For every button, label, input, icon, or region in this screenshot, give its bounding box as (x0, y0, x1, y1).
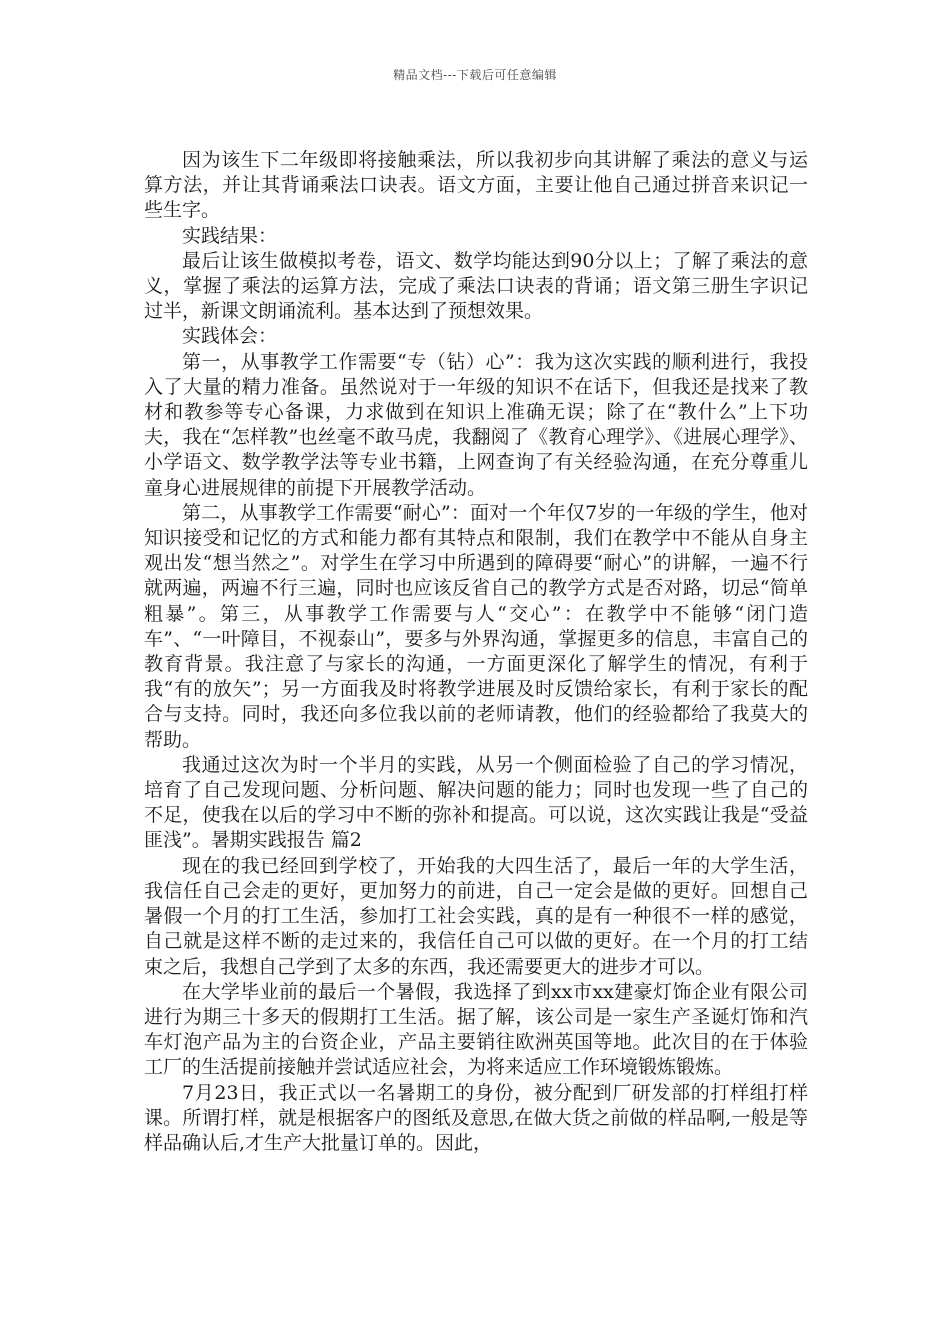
document-body (144, 148, 808, 1156)
section-heading: 实践结果： (182, 224, 278, 247)
paragraph: 现在的我已经回到学校了，开始我的大四生活了，最后一年的大学生活，我信任自己会走的更好，更加努力的前进，自己一定会是做的更好。回想自己暑假一个月的打工生活，参加打工社会实践，真的是有一种很不一样的感觉，自己就是这样不断的走过来的，我信任自己可以做的更好。在一个月的打工结束之后，我想自己学到了太多的东西，我还需要更大的进步才可以。 (144, 854, 808, 978)
paragraph: 最后让该生做模拟考卷，语文、数学均能达到90分以上；了解了乘法的意义，掌握了乘法的运算方法，完成了乘法口诀表的背诵；语文第三册生字识记过半，新课文朗诵流利。基本达到了预想效果。 (144, 249, 808, 323)
paragraph: 第一，从事教学工作需要“专（钻）心”：我为这次实践的顺利进行，我投入了大量的精力准备。虽然说对于一年级的知识不在话下，但我还是找来了教材和教参等专心备课，力求做到在知识上准确无误；除了在“教什么”上下功夫，我在“怎样教”也丝毫不敢马虎，我翻阅了《教育心理学》、《进展心理学》、小学语文、数学教学法等专业书籍，上网查询了有关经验沟通，在充分尊重儿童身心进展规律的前提下开展教学活动。 (144, 350, 808, 499)
page-header: 精品文档---下载后可任意编辑 (393, 68, 557, 82)
paragraph: 7月23日，我正式以一名暑期工的身份，被分配到厂研发部的打样组打样课。所谓打样，就是根据客户的图纸及意思,在做大货之前做的样品啊,一般是等样品确认后,才生产大批量订单的。因此， (144, 1081, 808, 1154)
section-heading: 实践体会： (182, 325, 278, 348)
paragraph: 因为该生下二年级即将接触乘法，所以我初步向其讲解了乘法的意义与运算方法，并让其背诵乘法口诀表。语文方面，主要让他自己通过拼音来识记一些生字。 (144, 149, 808, 222)
paragraph: 第二，从事教学工作需要“耐心”：面对一个年仅7岁的一年级的学生，他对知识接受和记忆的方式和能力都有其特点和限制，我们在教学中不能从自身主观出发“想当然之”。对学生在学习中所遇到的障碍要“耐心”的讲解，一遍不行就两遍，两遍不行三遍，同时也应该反省自己的教学方式是否对路，切忌“简单粗暴”。第三，从事教学工作需要与人“交心”：在教学中不能够“闭门造车”、“一叶障目，不视泰山”，要多与外界沟通，掌握更多的信息，丰富自己的教育背景。我注意了与家长的沟通，一方面更深化了解学生的情况，有利于我“有的放矢”；另一方面我及时将教学进展及时反馈给家长，有利于家长的配合与支持。同时，我还向多位我以前的老师请教，他们的经验都给了我莫大的帮助。 (144, 501, 808, 751)
paragraph: 在大学毕业前的最后一个暑假，我选择了到xx市xx建豪灯饰企业有限公司进行为期三十多天的假期打工生活。据了解，该公司是一家生产圣诞灯饰和汽车灯泡产品为主的台资企业，产品主要销往欧洲英国等地。此次目的在于体验工厂的生活提前接触并尝试适应社会，为将来适应工作环境锻炼锻炼。 (144, 980, 808, 1079)
paragraph: 我通过这次为时一个半月的实践，从另一个侧面检验了自己的学习情况，培育了自己发现问题、分析问题、解决问题的能力；同时也发现一些了自己的不足，使我在以后的学习中不断的弥补和提高。可以说，这次实践让我是“受益匪浅”。暑期实践报告 篇2 (144, 753, 808, 852)
